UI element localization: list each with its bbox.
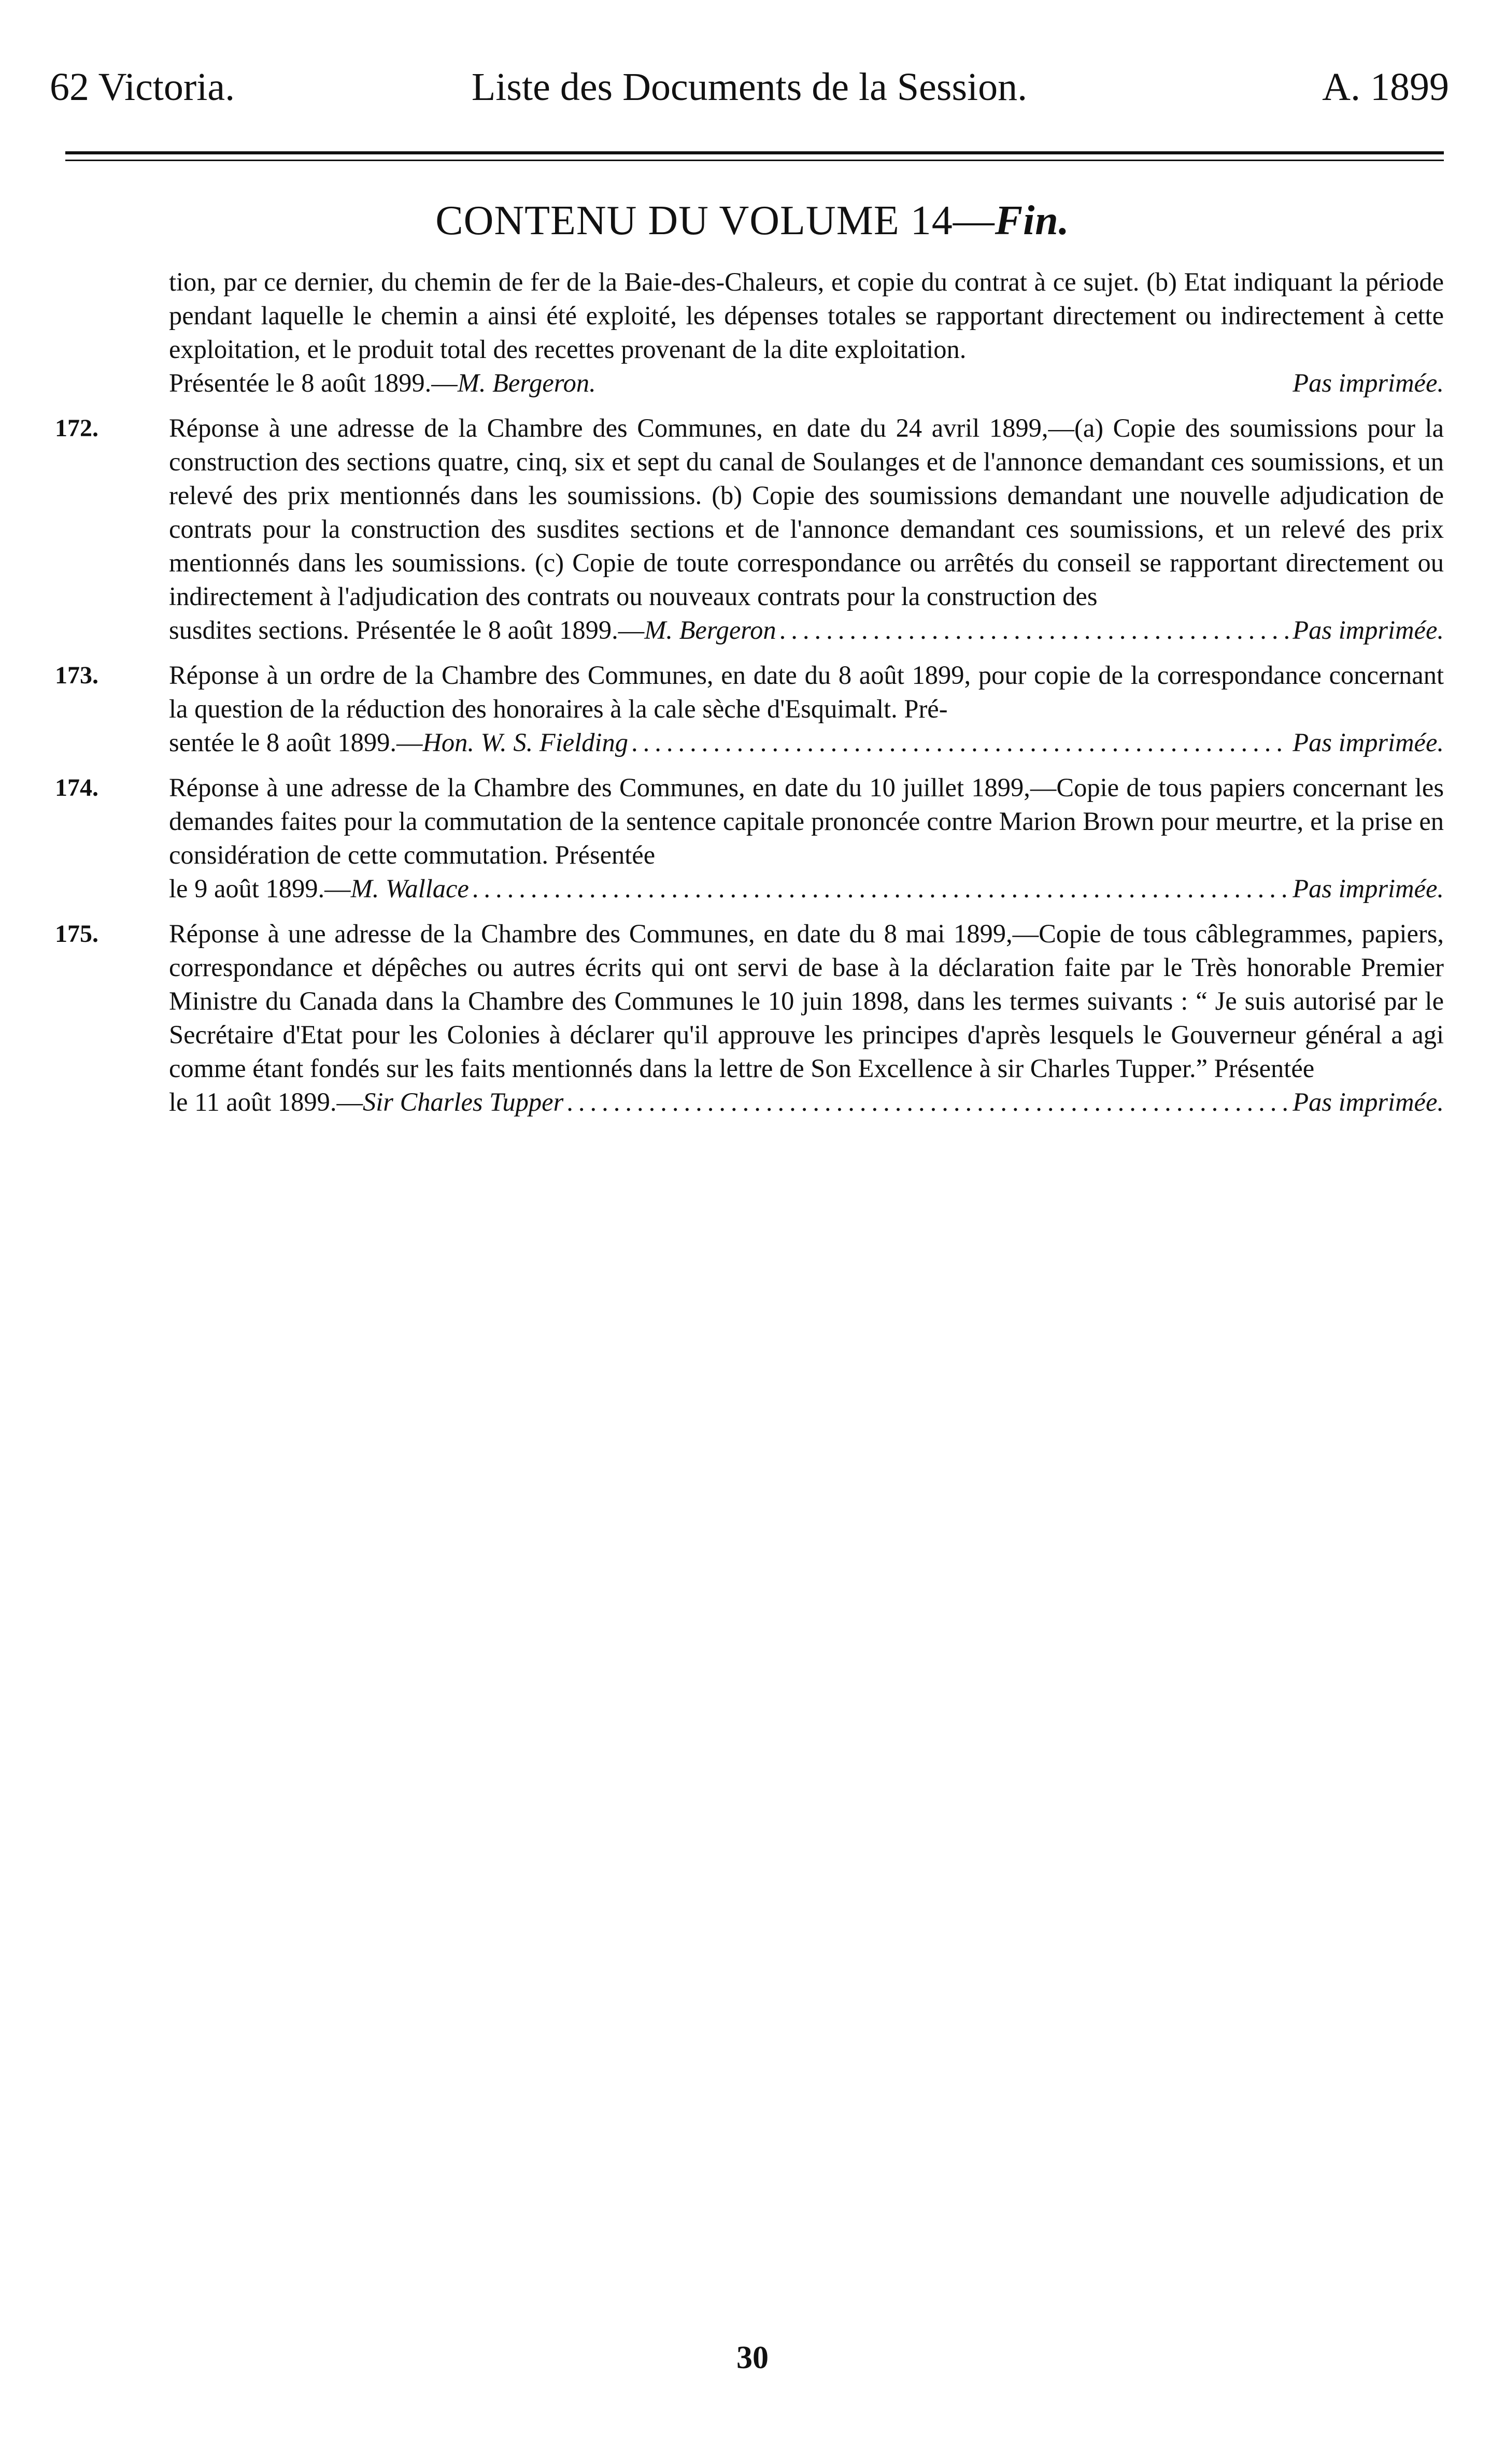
page-number: 30 — [736, 2340, 769, 2375]
entry-last-line — [169, 872, 1444, 906]
list-item — [55, 771, 1444, 906]
continuation-entry — [169, 265, 1444, 400]
entry-text: Réponse à une adresse de la Chambre des Communes, en date du 10 juillet 1899,—Copie de tous papiers concernant les demandes faites pour la commutation de la sentence capitale prononcée contre Marion Brown pour meurtre, et la prise en considération de cette commutation. Présentée — [169, 773, 1444, 869]
title-main: CONTENU DU VOLUME 14— — [435, 198, 995, 243]
dot-leader — [779, 613, 1290, 647]
entry-status: Pas imprimée. — [1293, 368, 1444, 397]
list-item — [55, 658, 1444, 760]
entry-last-line — [169, 1085, 1444, 1119]
document-list — [55, 265, 1444, 1130]
entry-number: 174. — [55, 774, 98, 801]
entry-last-line — [169, 366, 1444, 400]
dot-leader — [566, 1085, 1289, 1119]
running-header — [50, 61, 1449, 113]
entry-presenter: M. Bergeron. — [457, 368, 596, 397]
entry-presenter: Hon. W. S. Fielding — [422, 728, 628, 757]
dot-leader — [631, 726, 1289, 760]
header-rule-thin — [65, 160, 1444, 161]
entry-last-line — [169, 613, 1444, 647]
entry-text: Réponse à un ordre de la Chambre des Communes, en date du 8 août 1899, pour copie de la correspondance concernant la question de la réduction des honoraires à la cale sèche d'Esquimalt. Pré- — [169, 661, 1444, 723]
entry-status: Pas imprimée. — [1293, 1087, 1444, 1116]
header-title: Liste des Documents de la Session. — [471, 65, 1028, 109]
page-title — [0, 195, 1505, 247]
title-suffix: Fin. — [995, 198, 1070, 243]
entry-presenter: M. Wallace — [350, 874, 469, 903]
entry-presented: susdites sections. Présentée le 8 août 1899.— — [169, 615, 645, 644]
list-item — [55, 411, 1444, 647]
entry-number: 173. — [55, 662, 98, 689]
header-regnal-year: 62 Victoria. — [50, 65, 235, 109]
entry-number: 175. — [55, 920, 98, 948]
entry-status: Pas imprimée. — [1293, 728, 1444, 757]
entry-presented: sentée le 8 août 1899.— — [169, 728, 423, 757]
entry-status: Pas imprimée. — [1293, 874, 1444, 903]
list-item — [55, 917, 1444, 1119]
entry-presented: Présentée le 8 août 1899.— — [169, 368, 458, 397]
entry-presenter: M. Bergeron — [644, 615, 776, 644]
header-year: A. 1899 — [1322, 65, 1449, 109]
header-rule-thick — [65, 151, 1444, 154]
dot-leader — [472, 872, 1289, 906]
entry-text: tion, par ce dernier, du chemin de fer de la Baie-des-Chaleurs, et copie du contrat à ce sujet. (b) Etat indiquant la période pendant laquelle le chemin a ainsi été exploité, les dépenses totales se rapportant directement ou indirectement à cette exploitation, et le produit total des recettes provenant de la dite exploitation. — [169, 267, 1444, 364]
entry-text: Réponse à une adresse de la Chambre des Communes, en date du 8 mai 1899,—Copie de tous câblegrammes, papiers, correspondance et dépêches ou autres écrits qui ont servi de base à la déclaration faite par le Très honorable Premier Ministre du Canada dans la Chambre des Communes le 10 juin 1898, dans les termes suivants : “ Je suis autorisé par le Secrétaire d'Etat pour les Colonies à déclarer qu'il approuve les principes d'après lesquels le Gouverneur général a agi comme étant fondés sur les faits mentionnés dans la lettre de Son Excellence à sir Charles Tupper.” Présentée — [169, 919, 1444, 1083]
entry-presented: le 9 août 1899.— — [169, 874, 351, 903]
entry-number: 172. — [55, 414, 98, 442]
entry-presented: le 11 août 1899.— — [169, 1087, 363, 1116]
entry-status: Pas imprimée. — [1293, 615, 1444, 644]
entry-presenter: Sir Charles Tupper — [363, 1087, 564, 1116]
entry-last-line — [169, 726, 1444, 760]
entry-text: Réponse à une adresse de la Chambre des Communes, en date du 24 avril 1899,—(a) Copie des soumissions pour la construction des sections quatre, cinq, six et sept du canal de Soulanges et de l'annonce demandant ces soumissions, et un relevé des prix mentionnés dans les soumissions. (b) Copie des soumissions demandant une nouvelle adjudication de contrats pour la construction des susdites sections et de l'annonce demandant ces soumissions, et un relevé des prix mentionnés dans les soumissions. (c) Copie de toute correspondance ou arrêtés du conseil se rapportant directement ou indirectement à l'adjudication des contrats ou nouveaux contrats pour la construction des — [169, 413, 1444, 611]
